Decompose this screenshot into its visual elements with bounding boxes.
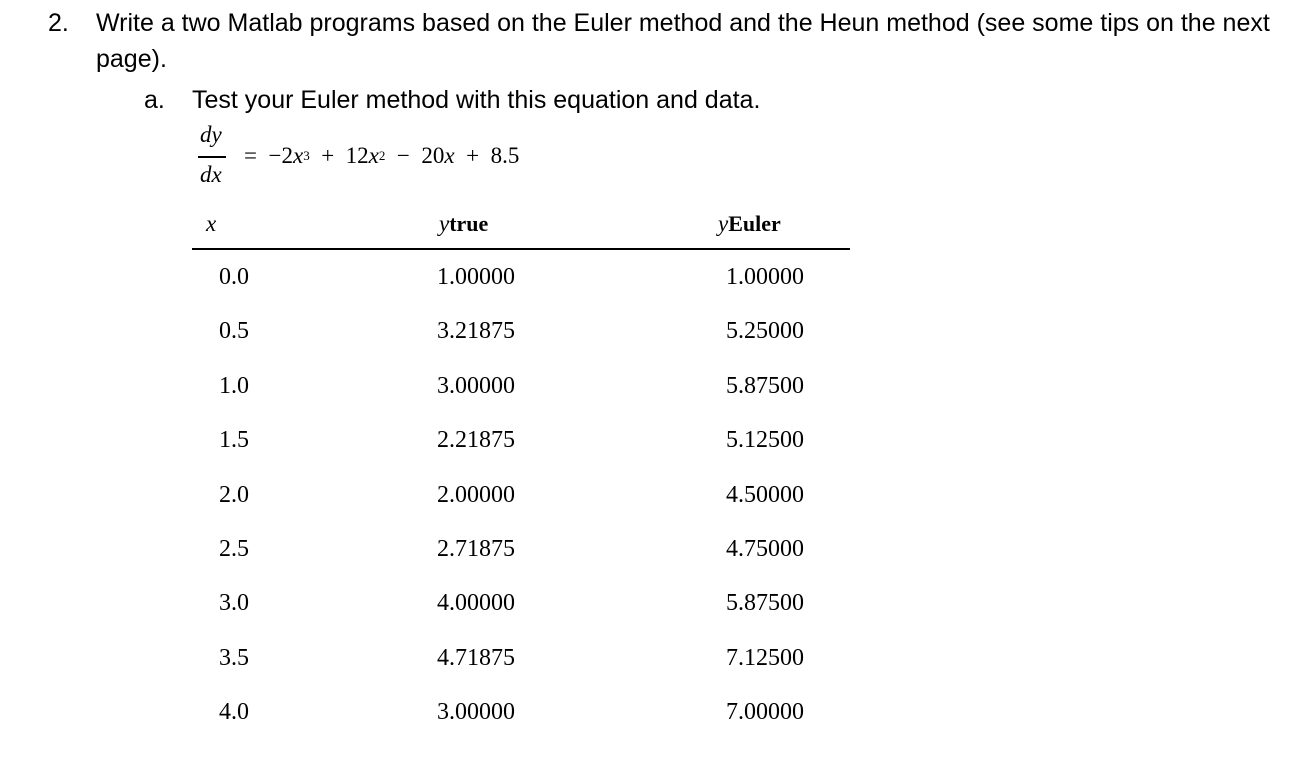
table-row xyxy=(192,587,850,641)
term2-var: x xyxy=(368,143,379,168)
cell-x: 0.5 xyxy=(219,318,249,345)
cell-y-euler: 4.75000 xyxy=(726,535,804,562)
header-x xyxy=(206,211,216,237)
part-a-label: a. xyxy=(144,86,165,114)
table-row xyxy=(192,642,850,696)
differential-equation xyxy=(196,124,616,194)
constant: 8.5 xyxy=(490,143,520,168)
table-row xyxy=(192,261,850,315)
term2-exp: 2 xyxy=(378,148,386,163)
cell-x: 1.0 xyxy=(219,372,249,399)
fraction-bar xyxy=(198,156,226,158)
op3: + xyxy=(466,143,480,168)
cell-y-euler: 5.87500 xyxy=(726,372,804,399)
cell-y-true: 1.00000 xyxy=(437,264,515,290)
cell-x: 0.0 xyxy=(219,264,249,290)
term3-var: x xyxy=(444,143,455,168)
term3-coef: 20 xyxy=(421,143,445,168)
cell-x: 4.0 xyxy=(219,699,249,726)
table-row xyxy=(192,315,850,369)
table-row xyxy=(192,533,850,587)
table-row xyxy=(192,424,850,478)
cell-y-true: 3.00000 xyxy=(437,372,515,399)
term1-exp: 3 xyxy=(303,148,310,163)
op2: − xyxy=(396,143,410,168)
question-text: Write a two Matlab programs based on the Euler method and the Heun method (see some tips on the next page). xyxy=(96,9,1270,73)
cell-y-euler: 1.00000 xyxy=(726,264,804,290)
fraction-denominator: dx xyxy=(200,162,222,187)
cell-x: 2.5 xyxy=(219,535,249,562)
term1-coef: −2 xyxy=(268,143,293,168)
table-header-row xyxy=(192,205,850,247)
question-number: 2. xyxy=(48,9,69,37)
cell-y-euler: 7.12500 xyxy=(726,644,804,671)
cell-y-true: 3.21875 xyxy=(437,318,515,345)
cell-x: 3.5 xyxy=(219,644,249,671)
op1: + xyxy=(321,143,335,168)
fraction-numerator: dy xyxy=(200,122,222,147)
part-a-text: Test your Euler method with this equation and data. xyxy=(192,86,761,114)
header-x-label: x xyxy=(206,211,217,236)
cell-y-euler: 5.12500 xyxy=(726,427,804,454)
cell-y-true: 2.71875 xyxy=(437,535,515,562)
cell-y-euler: 5.25000 xyxy=(726,318,804,345)
header-y-euler-sub: Euler xyxy=(728,211,781,236)
cell-x: 3.0 xyxy=(219,590,249,617)
header-y-euler-base: y xyxy=(718,211,729,236)
cell-y-euler: 5.87500 xyxy=(726,590,804,617)
table-row xyxy=(192,696,850,750)
header-y-true-base: y xyxy=(439,211,450,236)
header-y-true xyxy=(439,211,488,237)
cell-y-true: 3.00000 xyxy=(437,699,515,726)
header-rule xyxy=(192,248,850,250)
term2-coef: 12 xyxy=(345,143,369,168)
data-table xyxy=(192,205,850,726)
cell-y-true: 4.00000 xyxy=(437,590,515,617)
cell-y-true: 2.00000 xyxy=(437,481,515,508)
cell-x: 1.5 xyxy=(219,427,249,454)
cell-x: 2.0 xyxy=(219,481,249,508)
header-y-true-sub: true xyxy=(449,211,489,236)
equals-sign: = xyxy=(244,143,257,168)
cell-y-euler: 4.50000 xyxy=(726,481,804,508)
header-y-euler xyxy=(718,211,781,237)
table-row xyxy=(192,479,850,533)
table-row xyxy=(192,370,850,424)
equation-rhs xyxy=(244,143,519,169)
cell-y-euler: 7.00000 xyxy=(726,699,804,726)
cell-y-true: 4.71875 xyxy=(437,644,515,671)
term1-var: x xyxy=(292,143,304,168)
table-body xyxy=(192,261,850,751)
cell-y-true: 2.21875 xyxy=(437,427,515,454)
